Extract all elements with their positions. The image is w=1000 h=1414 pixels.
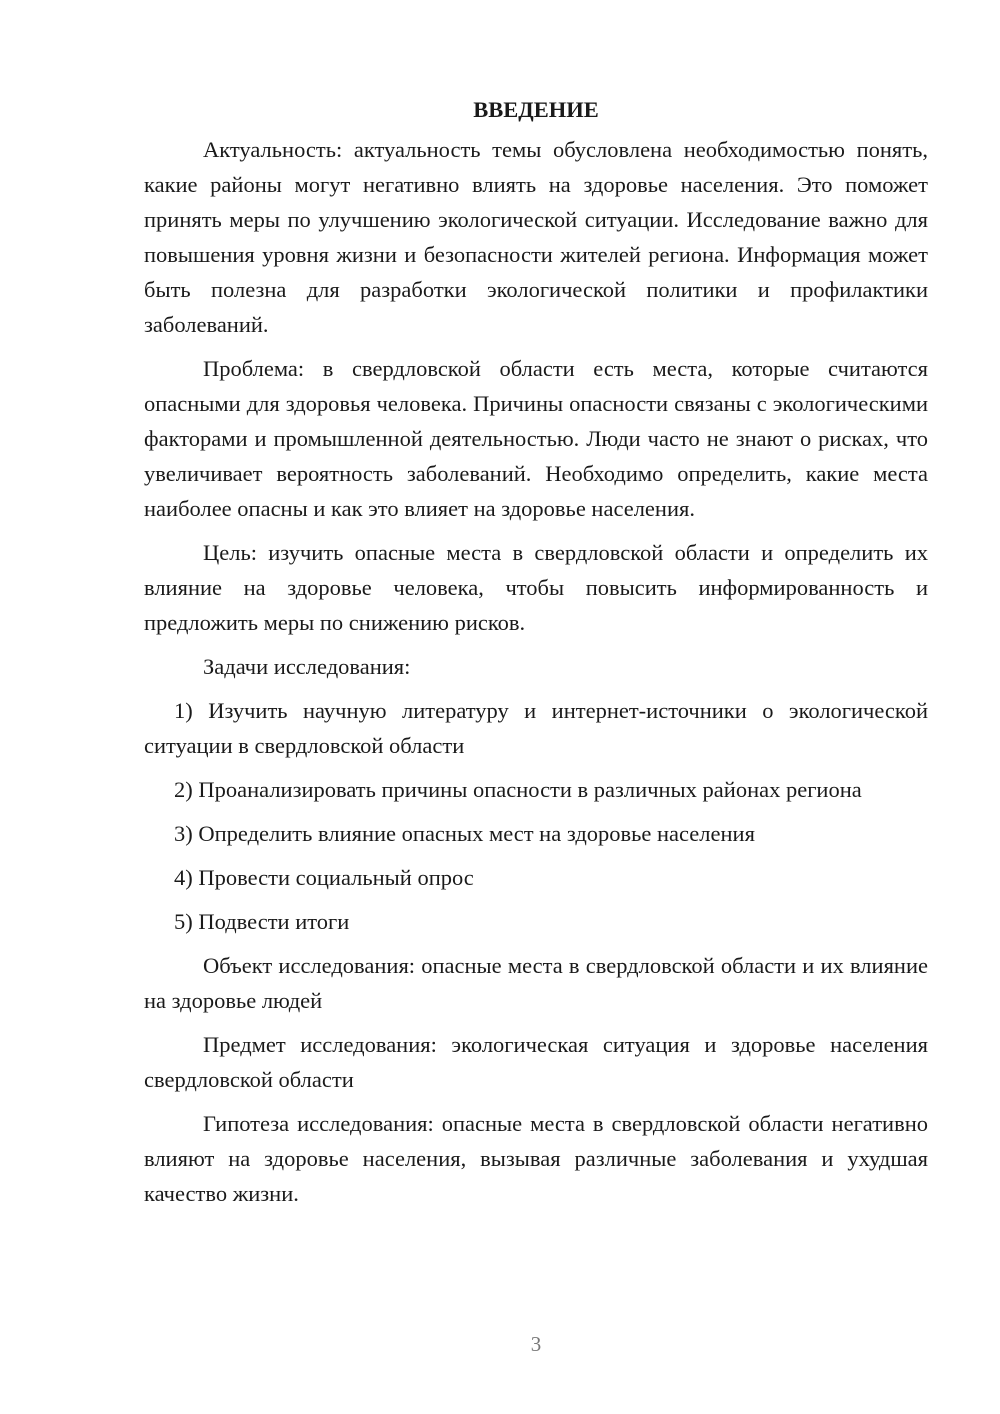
task-item: 5) Подвести итоги [174, 909, 350, 934]
object-paragraph: Объект исследования: опасные места в свердловской области и их влияние на здоровье людей [144, 953, 928, 1013]
task-item: 1) Изучить научную литературу и интернет-источники о экологической ситуации в свердловской области [144, 698, 928, 758]
section-heading: ВВЕДЕНИЕ [473, 97, 599, 122]
subject-paragraph: Предмет исследования: экологическая ситуация и здоровье населения свердловской области [144, 1032, 928, 1092]
hypothesis-paragraph: Гипотеза исследования: опасные места в свердловской области негативно влияют на здоровье населения, вызывая различные заболевания и ухудшая качество жизни. [144, 1111, 928, 1206]
task-item: 3) Определить влияние опасных мест на здоровье населения [174, 821, 755, 846]
task-item: 2) Проанализировать причины опасности в различных районах региона [174, 777, 862, 802]
relevance-paragraph: Актуальность: актуальность темы обусловлена необходимостью понять, какие районы могут негативно влиять на здоровье населения. Это поможет принять меры по улучшению экологической ситуации. Исследование важно для повышения уровня жизни и безопасности жителей региона. Информация может быть полезна для разработки экологической политики и профилактики заболеваний. [144, 137, 928, 337]
page-content [144, 92, 928, 1220]
page-number: 3 [530, 1332, 542, 1356]
task-item: 4) Провести социальный опрос [174, 865, 474, 890]
goal-paragraph: Цель: изучить опасные места в свердловской области и определить их влияние на здоровье человека, чтобы повысить информированность и предложить меры по снижению рисков. [144, 540, 928, 635]
tasks-label: Задачи исследования: [203, 654, 411, 679]
problem-paragraph: Проблема: в свердловской области есть места, которые считаются опасными для здоровья человека. Причины опасности связаны с экологическими факторами и промышленной деятельностью. Люди часто не знают о рисках, что увеличивает вероятность заболеваний. Необходимо определить, какие места наиболее опасны и как это влияет на здоровье населения. [144, 356, 928, 521]
